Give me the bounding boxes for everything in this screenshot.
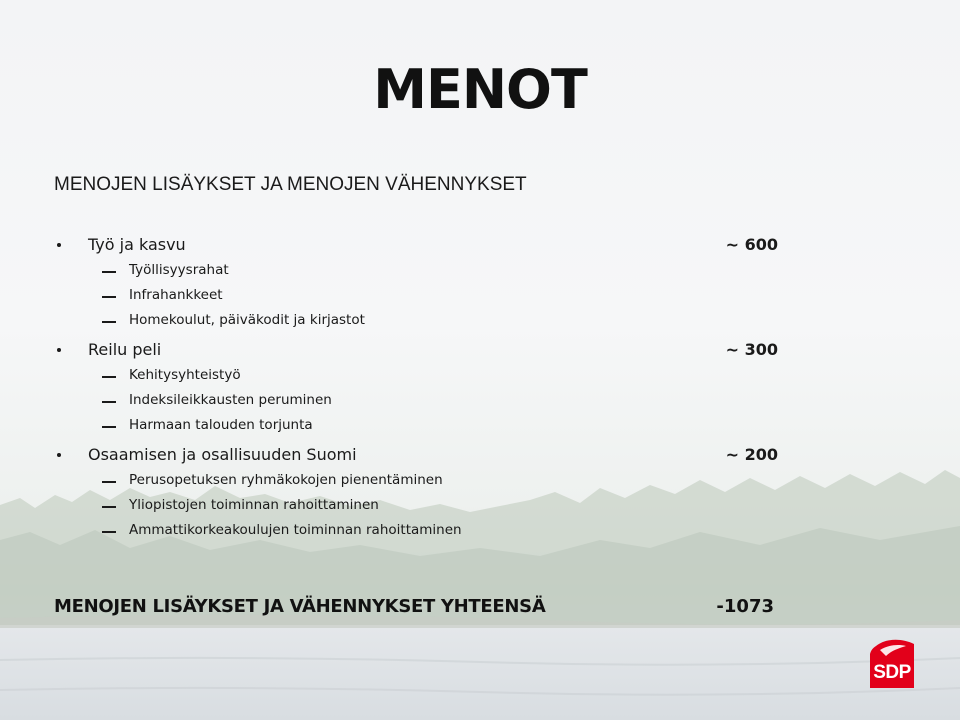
section-item [54,518,784,543]
section-label: Työ ja kasvu [88,235,186,254]
expense-list [54,232,784,547]
dash-icon [102,271,116,273]
total-value: -1073 [716,596,774,617]
section-header [54,337,784,363]
item-label: Kehitysyhteistyö [129,367,241,383]
total-row [54,596,784,624]
dash-icon [102,481,116,483]
expense-section [54,337,784,438]
dash-icon [102,321,116,323]
section-item [54,388,784,413]
sdp-logo [862,636,922,694]
section-value: ~ 300 [725,340,778,359]
total-label: MENOJEN LISÄYKSET JA VÄHENNYKSET YHTEENSÄ [54,596,546,617]
section-label: Reilu peli [88,340,162,359]
slide-title: MENOT [373,58,587,121]
dash-icon [102,426,116,428]
dash-icon [102,531,116,533]
dash-icon [102,401,116,403]
logo-text: SDP [873,662,911,683]
item-label: Ammattikorkeakoulujen toiminnan rahoittaminen [129,522,462,538]
slide-subtitle: MENOJEN LISÄYKSET JA MENOJEN VÄHENNYKSET [54,174,527,195]
section-item [54,493,784,518]
item-label: Työllisyysrahat [129,262,229,278]
dash-icon [102,376,116,378]
bullet-icon [57,348,61,352]
item-label: Harmaan talouden torjunta [129,417,313,433]
section-item [54,468,784,493]
section-item [54,363,784,388]
section-value: ~ 600 [725,235,778,254]
section-item [54,283,784,308]
section-header [54,442,784,468]
bullet-icon [57,243,61,247]
dash-icon [102,506,116,508]
item-label: Perusopetuksen ryhmäkokojen pienentäminen [129,472,443,488]
section-item [54,413,784,438]
section-value: ~ 200 [725,445,778,464]
item-label: Infrahankkeet [129,287,223,303]
section-item [54,258,784,283]
section-item [54,308,784,333]
expense-section [54,442,784,543]
section-label: Osaamisen ja osallisuuden Suomi [88,445,357,464]
section-header [54,232,784,258]
item-label: Indeksileikkausten peruminen [129,392,332,408]
dash-icon [102,296,116,298]
bullet-icon [57,453,61,457]
expense-section [54,232,784,333]
item-label: Yliopistojen toiminnan rahoittaminen [129,497,379,513]
item-label: Homekoulut, päiväkodit ja kirjastot [129,312,365,328]
